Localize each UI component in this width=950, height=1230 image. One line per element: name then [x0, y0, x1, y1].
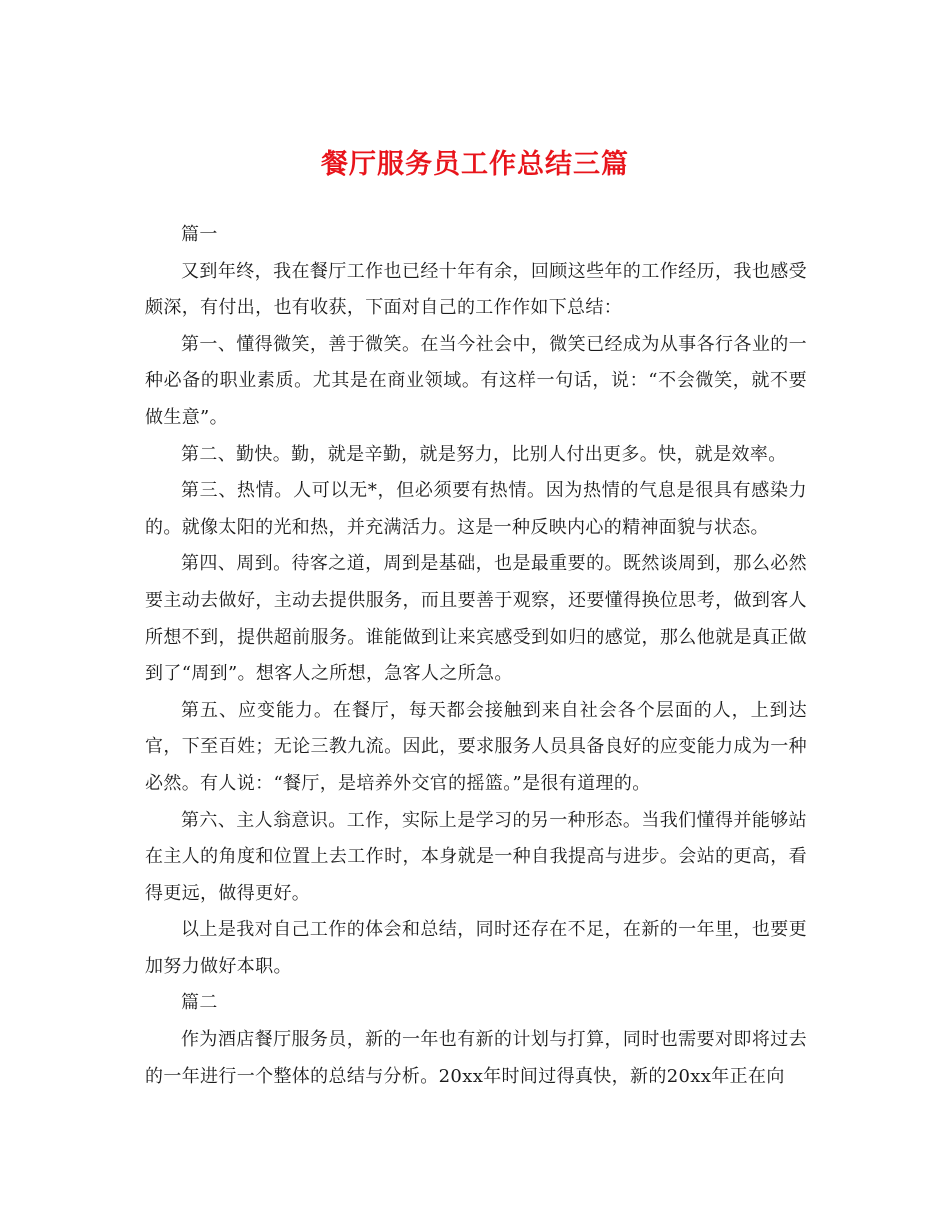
document-body	[145, 217, 807, 1095]
paragraph-point-6: 第六、主人翁意识。工作，实际上是学习的另一种形态。当我们懂得并能够站在主人的角度和位置上去工作时，本身就是一种自我提高与进步。会站的更高，看得更远，做得更好。	[145, 809, 807, 904]
paragraph-point-2: 第二、勤快。勤，就是辛勤，就是努力，比别人付出更多。快，就是效率。	[181, 443, 787, 465]
section-heading-1: 篇一	[181, 224, 218, 245]
paragraph-point-1: 第一、懂得微笑，善于微笑。在当今社会中，微笑已经成为从事各行各业的一种必备的职业素质。尤其是在商业领域。有这样一句话，说：“不会微笑，就不要做生意”。	[145, 333, 807, 428]
paragraph-point-5: 第五、应变能力。在餐厅，每天都会接触到来自社会各个层面的人，上到达官，下至百姓；无论三教九流。因此，要求服务人员具备良好的应变能力成为一种必然。有人说：“餐厅，是培养外交官的摇篮。”是很有道理的。	[145, 699, 807, 794]
paragraph-point-4: 第四、周到。待客之道，周到是基础，也是最重要的。既然谈周到，那么必然要主动去做好，主动去提供服务，而且要善于观察，还要懂得换位思考，做到客人所想不到，提供超前服务。谁能做到让来宾感受到如归的感觉，那么他就是真正做到了“周到”。想客人之所想，急客人之所急。	[145, 553, 807, 685]
section-heading-2: 篇二	[181, 992, 218, 1014]
paragraph-section-2-intro: 作为酒店餐厅服务员，新的一年也有新的计划与打算，同时也需要对即将过去的一年进行一个整体的总结与分析。20xx年时间过得真快，新的20xx年正在向	[145, 1029, 807, 1087]
paragraph-conclusion: 以上是我对自己工作的体会和总结，同时还存在不足，在新的一年里，也要更加努力做好本职。	[145, 919, 807, 977]
paragraph-point-3: 第三、热情。人可以无*，但必须要有热情。因为热情的气息是很具有感染力的。就像太阳的光和热，并充满活力。这是一种反映内心的精神面貌与状态。	[145, 480, 807, 538]
document-title: 餐厅服务员工作总结三篇	[321, 149, 629, 180]
paragraph-intro: 又到年终，我在餐厅工作也已经十年有余，回顾这些年的工作经历，我也感受颇深，有付出，也有收获，下面对自己的工作作如下总结：	[145, 260, 807, 319]
